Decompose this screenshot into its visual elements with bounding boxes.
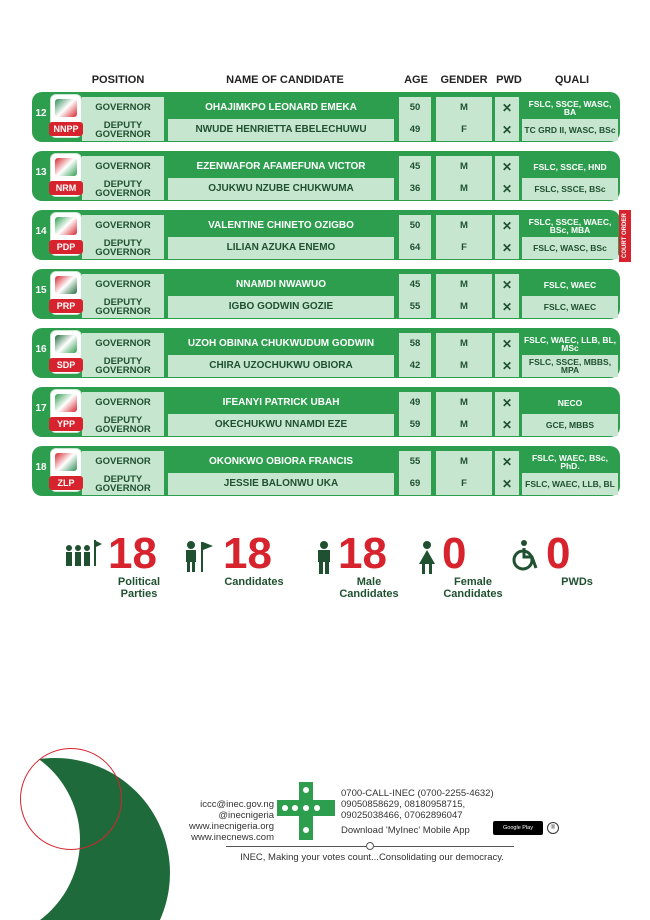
- male-icon: [316, 540, 332, 579]
- cell-gender: M: [436, 215, 492, 237]
- wheelchair-icon: [512, 540, 540, 577]
- cell-position: GOVERNOR: [82, 392, 164, 414]
- cell-age: 55: [399, 296, 431, 318]
- party-abbreviation: NNPP: [49, 122, 83, 136]
- pwd-cross-icon: ✕: [495, 178, 519, 200]
- cell-position: DEPUTY GOVERNOR: [82, 473, 164, 495]
- party-logo-image: [55, 453, 77, 471]
- pwd-cross-icon: ✕: [495, 414, 519, 436]
- phone-line-1: 09050858629, 08180958715,: [341, 799, 466, 810]
- cell-position: GOVERNOR: [82, 156, 164, 178]
- cell-age: 45: [399, 274, 431, 296]
- email-text: iccc@inec.gov.ng: [200, 799, 274, 810]
- cell-name: LILIAN AZUKA ENEMO: [168, 237, 394, 259]
- stat-number: 0: [546, 529, 571, 578]
- cell-age: 69: [399, 473, 431, 495]
- pwd-cross-icon: ✕: [495, 451, 519, 473]
- stat-label: Candidates: [224, 576, 284, 588]
- party-abbreviation: PRP: [49, 299, 83, 313]
- cell-age: 55: [399, 451, 431, 473]
- party-number: 12: [32, 105, 50, 123]
- cell-name: JESSIE BALONWU UKA: [168, 473, 394, 495]
- cell-age: 64: [399, 237, 431, 259]
- cell-quali: FSLC, WAEC: [522, 274, 618, 296]
- cell-position: DEPUTY GOVERNOR: [82, 414, 164, 436]
- stat-number: 18: [223, 529, 272, 578]
- cell-position: DEPUTY GOVERNOR: [82, 119, 164, 141]
- flag-people-icon: [64, 540, 102, 575]
- website-text: www.inecnigeria.org: [188, 821, 274, 832]
- pwd-cross-icon: ✕: [495, 296, 519, 318]
- footer-divider-left: [226, 846, 366, 847]
- stat-number: 18: [338, 529, 387, 578]
- party-group-prp: [32, 269, 620, 319]
- cell-age: 42: [399, 355, 431, 377]
- party-number: 15: [32, 282, 50, 300]
- cell-position: DEPUTY GOVERNOR: [82, 237, 164, 259]
- cell-age: 59: [399, 414, 431, 436]
- cell-quali: GCE, MBBS: [522, 414, 618, 436]
- party-number: 13: [32, 164, 50, 182]
- news-site-text: www.inecnews.com: [191, 832, 274, 843]
- cell-gender: M: [436, 392, 492, 414]
- pwd-cross-icon: ✕: [495, 237, 519, 259]
- cell-name: EZENWAFOR AFAMEFUNA VICTOR: [168, 156, 394, 178]
- stat-label: Political Parties: [117, 576, 161, 600]
- cell-gender: M: [436, 274, 492, 296]
- cell-name: IFEANYI PATRICK UBAH: [168, 392, 394, 414]
- cell-age: 50: [399, 97, 431, 119]
- cell-position: DEPUTY GOVERNOR: [82, 355, 164, 377]
- party-abbreviation: YPP: [49, 417, 83, 431]
- cell-quali: TC GRD II, WASC, BSc: [522, 119, 618, 141]
- cell-quali: FSLC, WAEC, LLB, BL, MSc: [523, 334, 617, 353]
- pwd-cross-icon: ✕: [495, 119, 519, 141]
- cell-age: 45: [399, 156, 431, 178]
- red-ring: [20, 748, 122, 850]
- contact-left: [170, 799, 274, 843]
- cell-quali: FSLC, SSCE, HND: [522, 156, 618, 178]
- cell-quali: FSLC, WAEC: [522, 296, 618, 318]
- cell-position: DEPUTY GOVERNOR: [82, 296, 164, 318]
- pwd-cross-icon: ✕: [495, 333, 519, 355]
- cell-gender: M: [436, 355, 492, 377]
- cell-position: GOVERNOR: [82, 274, 164, 296]
- party-abbreviation: ZLP: [49, 476, 83, 490]
- cell-name: CHIRA UZOCHUKWU OBIORA: [168, 355, 394, 377]
- cell-gender: M: [436, 97, 492, 119]
- download-text: Download 'MyInec' Mobile App: [341, 825, 470, 836]
- cell-position: GOVERNOR: [82, 215, 164, 237]
- cell-position: DEPUTY GOVERNOR: [82, 178, 164, 200]
- registered-icon: ®: [547, 822, 559, 834]
- pwd-cross-icon: ✕: [495, 156, 519, 178]
- phone-line-2: 09025038466, 07062896047: [341, 810, 463, 821]
- cell-position: GOVERNOR: [82, 451, 164, 473]
- cell-quali: FSLC, SSCE, MBBS, MPA: [522, 355, 618, 377]
- party-group-nrm: [32, 151, 620, 201]
- cell-gender: M: [436, 296, 492, 318]
- party-number: 18: [32, 459, 50, 477]
- cell-quali: NECO: [522, 392, 618, 414]
- stat-number: 0: [442, 529, 467, 578]
- pwd-cross-icon: ✕: [495, 473, 519, 495]
- cell-gender: F: [436, 473, 492, 495]
- stat-label: PWDs: [561, 576, 593, 588]
- party-group-ypp: [32, 387, 620, 437]
- header-age: AGE: [404, 74, 428, 86]
- party-abbreviation: PDP: [49, 240, 83, 254]
- handle-text: @inecnigeria: [218, 810, 274, 821]
- cell-name: OKECHUKWU NNAMDI EZE: [168, 414, 394, 436]
- cell-age: 49: [399, 392, 431, 414]
- party-number: 14: [32, 223, 50, 241]
- google-play-badge[interactable]: Google Play: [493, 821, 543, 835]
- cell-position: GOVERNOR: [82, 333, 164, 355]
- party-number: 16: [32, 341, 50, 359]
- cell-quali: FSLC, WAEC, LLB, BL: [522, 473, 618, 495]
- header-pwd: PWD: [496, 74, 522, 86]
- pwd-cross-icon: ✕: [495, 392, 519, 414]
- cell-name: OHAJIMKPO LEONARD EMEKA: [168, 97, 394, 119]
- cell-gender: M: [436, 414, 492, 436]
- cell-gender: M: [436, 156, 492, 178]
- cell-position: GOVERNOR: [82, 97, 164, 119]
- party-group-pdp: [32, 210, 620, 260]
- cell-name: VALENTINE CHINETO OZIGBO: [168, 215, 394, 237]
- inec-logo: [277, 782, 335, 840]
- party-logo-image: [55, 394, 77, 412]
- header-position: POSITION: [91, 74, 145, 86]
- footer-divider-right: [374, 846, 514, 847]
- party-logo-image: [55, 99, 77, 117]
- cell-name: NWUDE HENRIETTA EBELECHUWU: [168, 119, 394, 141]
- cell-age: 50: [399, 215, 431, 237]
- call-line: 0700-CALL-INEC (0700-2255-4632): [341, 788, 494, 799]
- party-group-zlp: [32, 446, 620, 496]
- cell-quali: FSLC, SSCE, WASC, BA: [522, 97, 618, 119]
- party-logo-image: [55, 335, 77, 353]
- court-order-tab: COURT ORDER: [619, 210, 631, 262]
- stat-label: Female Candidates: [443, 576, 503, 600]
- cell-age: 58: [399, 333, 431, 355]
- header-quali: QUALI: [554, 74, 590, 86]
- cell-gender: M: [436, 333, 492, 355]
- party-logo-image: [55, 276, 77, 294]
- divider-dot: [366, 842, 374, 850]
- person-flag-icon: [183, 540, 217, 577]
- party-number: 17: [32, 400, 50, 418]
- cell-quali: FSLC, SSCE, WAEC, BSc, MBA: [522, 215, 618, 237]
- stat-number: 18: [108, 529, 157, 578]
- pwd-cross-icon: ✕: [495, 215, 519, 237]
- cell-age: 49: [399, 119, 431, 141]
- pwd-cross-icon: ✕: [495, 355, 519, 377]
- cell-name: OJUKWU NZUBE CHUKWUMA: [168, 178, 394, 200]
- cell-quali: FSLC, WAEC, BSc, PhD.: [522, 451, 618, 473]
- cell-name: IGBO GODWIN GOZIE: [168, 296, 394, 318]
- cell-gender: F: [436, 237, 492, 259]
- pwd-cross-icon: ✕: [495, 274, 519, 296]
- female-icon: [418, 540, 436, 579]
- stat-label: Male Candidates: [339, 576, 399, 600]
- cell-gender: M: [436, 451, 492, 473]
- cell-gender: F: [436, 119, 492, 141]
- header-name: NAME OF CANDIDATE: [226, 74, 344, 86]
- party-abbreviation: NRM: [49, 181, 83, 195]
- party-logo-image: [55, 217, 77, 235]
- header-gender: GENDER: [440, 74, 488, 86]
- cell-quali: FSLC, WASC, BSc: [522, 237, 618, 259]
- party-group-nnpp: [32, 92, 620, 142]
- cell-name: UZOH OBINNA CHUKWUDUM GODWIN: [168, 333, 394, 355]
- party-group-sdp: [32, 328, 620, 378]
- slogan: INEC, Making your votes count...Consolidating our democracy.: [240, 852, 504, 863]
- cell-quali: FSLC, SSCE, BSc: [522, 178, 618, 200]
- party-logo-image: [55, 158, 77, 176]
- cell-gender: M: [436, 178, 492, 200]
- pwd-cross-icon: ✕: [495, 97, 519, 119]
- party-abbreviation: SDP: [49, 358, 83, 372]
- cell-name: OKONKWO OBIORA FRANCIS: [168, 451, 394, 473]
- cell-name: NNAMDI NWAWUO: [168, 274, 394, 296]
- cell-age: 36: [399, 178, 431, 200]
